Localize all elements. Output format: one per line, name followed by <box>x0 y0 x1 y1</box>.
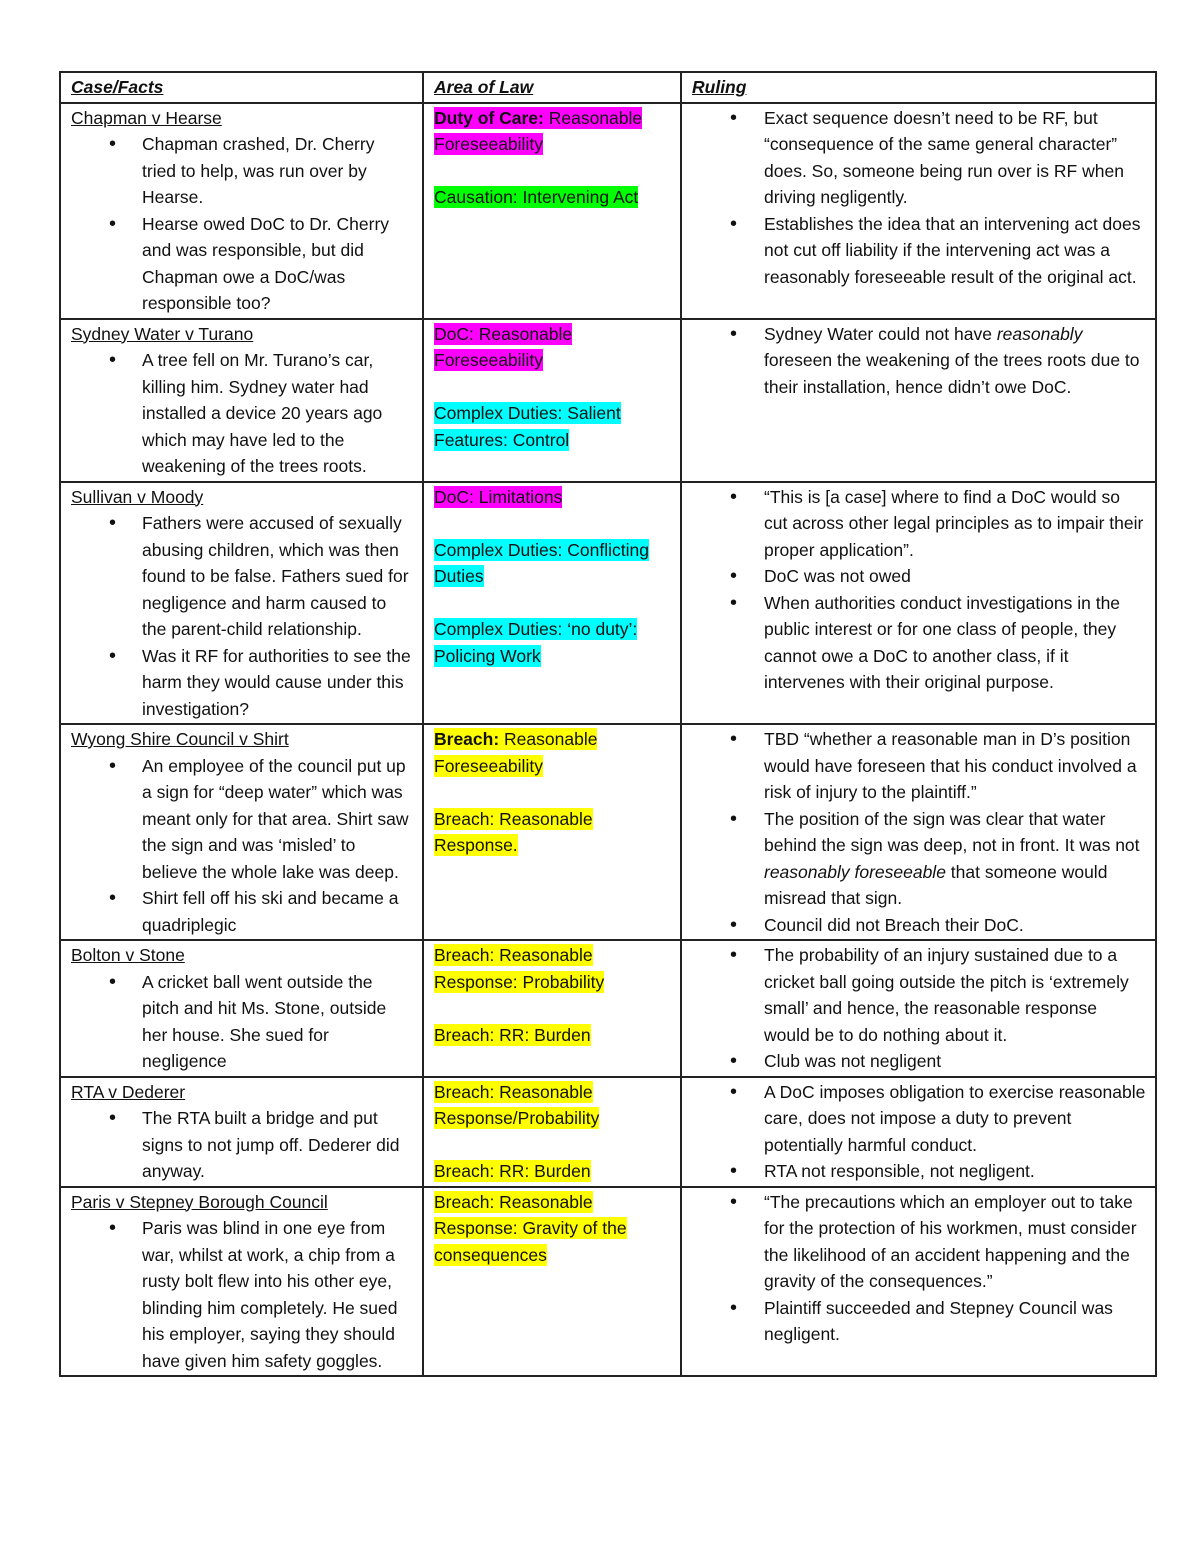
area-highlight <box>434 107 642 156</box>
ruling-item: • DoC was not owed <box>692 563 1147 590</box>
facts-list <box>71 510 414 722</box>
fact-item: • Paris was blind in one eye from war, whilst at work, a chip from a rusty bolt flew into his other eye, blinding him completely. He sued his employer, saying they should have given him safety goggles. <box>71 1215 414 1374</box>
area-label: Breach: Reasonable Response: Gravity of the consequences <box>434 1191 627 1265</box>
area-highlight <box>434 1024 591 1046</box>
ruling-item: • Plaintiff succeeded and Stepney Council was negligent. <box>692 1295 1147 1348</box>
area-label: Breach: Reasonable Response/Probability <box>434 1081 600 1128</box>
ruling-item: • Sydney Water could not have reasonably foreseen the weakening of the trees roots due to their installation, hence didn’t owe DoC. <box>692 321 1147 401</box>
ruling-item: • RTA not responsible, not negligent. <box>692 1158 1147 1185</box>
area-label: Complex Duties: Salient Features: Control <box>434 403 621 450</box>
ruling-list <box>692 1189 1147 1348</box>
facts-list <box>71 347 414 480</box>
ruling-item: • The position of the sign was clear that water behind the sign was deep, not in front. It was not reasonably foreseeable that someone would misread that sign. <box>692 806 1147 912</box>
area-highlight <box>434 944 604 993</box>
area-label: Complex Duties: Conflicting Duties <box>434 539 649 586</box>
area-tag <box>434 942 672 995</box>
area-tag <box>434 806 672 859</box>
area-highlight <box>434 728 597 777</box>
header-ruling: Ruling <box>681 72 1156 103</box>
fact-item: • Chapman crashed, Dr. Cherry tried to help, was run over by Hearse. <box>71 131 414 211</box>
fact-item: • The RTA built a bridge and put signs to not jump off. Dederer did anyway. <box>71 1105 414 1185</box>
ruling-item: • Establishes the idea that an intervening act does not cut off liability if the intervening act was a reasonably foreseeable result of the original act. <box>692 211 1147 291</box>
case-row <box>60 724 1156 940</box>
case-row <box>60 103 1156 319</box>
area-highlight <box>434 1160 591 1182</box>
area-highlight <box>434 1191 627 1266</box>
ruling-list <box>692 105 1147 291</box>
area-highlight <box>434 618 637 667</box>
ruling-cell <box>681 103 1156 319</box>
case-name: Sydney Water v Turano <box>71 323 254 344</box>
area-highlight <box>434 402 621 451</box>
ruling-item: • “The precautions which an employer out to take for the protection of his workmen, must consider the likelihood of an accident happening and the gravity of the consequences.” <box>692 1189 1147 1295</box>
area-tag <box>434 1079 672 1132</box>
facts-list <box>71 131 414 317</box>
emphasis-text: reasonably foreseeable <box>764 861 946 882</box>
case-name: Chapman v Hearse <box>71 107 222 128</box>
case-facts-cell <box>60 724 423 940</box>
area-highlight <box>434 486 562 508</box>
header-area-of-law: Area of Law <box>423 72 681 103</box>
case-facts-cell <box>60 319 423 482</box>
ruling-list <box>692 484 1147 696</box>
area-bold-label: Breach: <box>434 729 500 749</box>
ruling-cell <box>681 319 1156 482</box>
area-of-law-cell <box>423 319 681 482</box>
area-of-law-cell <box>423 1187 681 1377</box>
fact-item: • A cricket ball went outside the pitch and hit Ms. Stone, outside her house. She sued for negligence <box>71 969 414 1075</box>
ruling-cell <box>681 940 1156 1077</box>
ruling-item: • “This is [a case] where to find a DoC would so cut across other legal principles as to impair their proper application”. <box>692 484 1147 564</box>
facts-list <box>71 1105 414 1185</box>
area-label: DoC: Reasonable Foreseeability <box>434 323 573 370</box>
area-tag <box>434 400 672 453</box>
area-highlight <box>434 186 638 208</box>
facts-list <box>71 969 414 1075</box>
header-row <box>60 72 1156 103</box>
ruling-item: • When authorities conduct investigations in the public interest or for one class of people, they cannot owe a DoC to another class, if it intervenes with their original purpose. <box>692 590 1147 696</box>
area-tag <box>434 484 672 511</box>
case-row <box>60 940 1156 1077</box>
ruling-cell <box>681 1077 1156 1187</box>
area-label: Breach: Reasonable Response: Probability <box>434 945 605 992</box>
area-label: Complex Duties: ‘no duty’: Policing Work <box>434 619 638 666</box>
case-name: Paris v Stepney Borough Council <box>71 1191 328 1212</box>
area-tag <box>434 321 672 374</box>
case-row <box>60 319 1156 482</box>
area-of-law-cell <box>423 940 681 1077</box>
area-highlight <box>434 323 572 372</box>
facts-list <box>71 753 414 939</box>
area-tag <box>434 537 672 590</box>
area-label: Reasonable Foreseeability <box>434 107 643 154</box>
area-label: Reasonable Foreseeability <box>434 729 598 776</box>
ruling-list <box>692 321 1147 401</box>
area-tag <box>434 1189 672 1269</box>
area-of-law-cell <box>423 724 681 940</box>
case-row <box>60 1077 1156 1187</box>
ruling-cell <box>681 1187 1156 1377</box>
area-label: Breach: RR: Burden <box>434 1024 591 1045</box>
ruling-item: • Exact sequence doesn’t need to be RF, but “consequence of the same general character” does. So, someone being run over is RF when driving negligently. <box>692 105 1147 211</box>
area-tag <box>434 184 672 211</box>
area-label: Causation: Intervening Act <box>434 187 639 207</box>
area-label: Breach: RR: Burden <box>434 1161 591 1181</box>
area-tag <box>434 105 672 158</box>
emphasis-text: reasonably <box>996 323 1083 344</box>
area-highlight <box>434 808 593 857</box>
case-rows <box>60 103 1156 1377</box>
area-tag <box>434 726 672 779</box>
ruling-item: • The probability of an injury sustained due to a cricket ball going outside the pitch is ‘extremely small’ and hence, the reasonable response would be to do nothing about it. <box>692 942 1147 1048</box>
case-facts-cell <box>60 482 423 725</box>
ruling-item: • TBD “whether a reasonable man in D’s position would have foreseen that his conduct involved a risk of injury to the plaintiff.” <box>692 726 1147 806</box>
area-of-law-cell <box>423 482 681 725</box>
ruling-cell <box>681 482 1156 725</box>
area-tag <box>434 1022 672 1049</box>
fact-item: • Hearse owed DoC to Dr. Cherry and was responsible, but did Chapman owe a DoC/was responsible too? <box>71 211 414 317</box>
area-tag <box>434 1158 672 1185</box>
fact-item: • An employee of the council put up a sign for “deep water” which was meant only for that area. Shirt saw the sign and was ‘misled’ to believe the whole lake was deep. <box>71 753 414 886</box>
case-row <box>60 482 1156 725</box>
case-table <box>59 71 1157 1377</box>
area-highlight <box>434 539 649 588</box>
ruling-item: • Club was not negligent <box>692 1048 1147 1075</box>
ruling-list <box>692 726 1147 938</box>
area-tag <box>434 616 672 669</box>
area-label: DoC: Limitations <box>434 486 563 507</box>
case-facts-cell <box>60 1077 423 1187</box>
case-name: Sullivan v Moody <box>71 486 204 507</box>
case-name: Wyong Shire Council v Shirt <box>71 729 289 749</box>
area-bold-label: Duty of Care: <box>434 107 544 128</box>
facts-list <box>71 1215 414 1374</box>
area-of-law-cell <box>423 1077 681 1187</box>
ruling-list <box>692 942 1147 1075</box>
fact-item: • Shirt fell off his ski and became a quadriplegic <box>71 885 414 938</box>
fact-item: • Was it RF for authorities to see the harm they would cause under this investigation? <box>71 643 414 723</box>
case-row <box>60 1187 1156 1377</box>
case-facts-cell <box>60 1187 423 1377</box>
area-highlight <box>434 1081 599 1130</box>
ruling-cell <box>681 724 1156 940</box>
ruling-item: • Council did not Breach their DoC. <box>692 912 1147 939</box>
fact-item: • Fathers were accused of sexually abusing children, which was then found to be false. Fathers sued for negligence and harm caused to the parent-child relationship. <box>71 510 414 643</box>
case-name: Bolton v Stone <box>71 945 185 965</box>
area-label: Breach: Reasonable Response. <box>434 808 593 855</box>
case-facts-cell <box>60 940 423 1077</box>
case-facts-cell <box>60 103 423 319</box>
ruling-item: • A DoC imposes obligation to exercise reasonable care, does not impose a duty to prevent potentially harmful conduct. <box>692 1079 1147 1159</box>
area-of-law-cell <box>423 103 681 319</box>
fact-item: • A tree fell on Mr. Turano’s car, killing him. Sydney water had installed a device 20 years ago which may have led to the weakening of the trees roots. <box>71 347 414 480</box>
case-name: RTA v Dederer <box>71 1081 186 1102</box>
header-case-facts: Case/Facts <box>60 72 423 103</box>
ruling-list <box>692 1079 1147 1185</box>
